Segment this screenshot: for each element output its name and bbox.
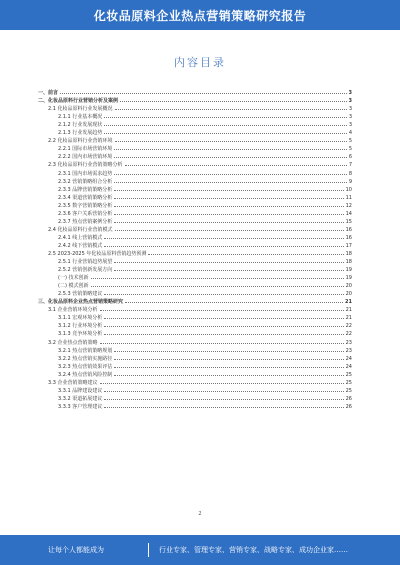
toc-entry-page: 17 (345, 242, 352, 249)
toc-entry-text: 3.2.4 热点营销风险控制 (58, 371, 113, 378)
toc-entry[interactable] (34, 329, 352, 337)
toc-entry[interactable] (34, 257, 352, 265)
toc-entry-page: 25 (345, 371, 352, 378)
toc-entry-text: 3.1 企业营销环境分析 (48, 307, 98, 314)
toc-entry[interactable] (34, 281, 352, 289)
toc-entry-text: 2.2.2 国内市场营销环境 (58, 154, 113, 161)
toc-entry-text: 二、化妆品原料行业营销分析及案例 (38, 98, 119, 105)
toc-entry[interactable] (34, 225, 352, 233)
toc-leader-dots (104, 399, 343, 400)
toc-leader-dots (100, 310, 344, 311)
toc-leader-dots (114, 262, 343, 263)
toc-entry-page: 7 (348, 162, 352, 169)
toc-entry[interactable] (34, 354, 352, 362)
toc-entry[interactable] (34, 321, 352, 329)
toc-entry-text: 2.2.1 国际市场营销环境 (58, 146, 113, 153)
toc-entry[interactable] (34, 193, 352, 201)
toc-leader-dots (114, 174, 347, 175)
toc-entry-page: 3 (348, 98, 352, 105)
toc-entry[interactable] (34, 370, 352, 378)
toc-entry[interactable] (34, 96, 352, 104)
toc-entry[interactable] (34, 386, 352, 394)
toc-leader-dots (104, 125, 347, 126)
toc-leader-dots (91, 286, 344, 287)
toc-entry[interactable] (34, 201, 352, 209)
toc-entry[interactable] (34, 136, 352, 144)
toc-entry[interactable] (34, 337, 352, 345)
toc-entry-page: 8 (348, 170, 352, 177)
toc-entry-page: 4 (348, 130, 352, 137)
toc-leader-dots (114, 206, 343, 207)
toc-leader-dots (104, 326, 343, 327)
toc-entry[interactable] (34, 217, 352, 225)
toc-entry-page: 24 (345, 363, 352, 370)
toc-leader-dots (100, 383, 344, 384)
toc-entry-page: 19 (345, 275, 352, 282)
toc-entry-text: (二) 模式创新 (58, 283, 89, 290)
toc-entry-text: 3.1.3 竞争环境分析 (58, 331, 103, 338)
toc-leader-dots (114, 214, 343, 215)
toc-entry[interactable] (34, 144, 352, 152)
toc-entry-page: 18 (345, 259, 352, 266)
toc-entry[interactable] (34, 249, 352, 257)
toc-entry-page: 23 (345, 339, 352, 346)
toc-leader-dots (104, 391, 343, 392)
toc-entry-page: 24 (345, 355, 352, 362)
toc-entry[interactable] (34, 313, 352, 321)
toc-leader-dots (104, 117, 347, 118)
toc-leader-dots (115, 230, 344, 231)
toc-entry-text: 2.1 化妆品原料行业发展概况 (48, 106, 113, 113)
toc-entry-text: 2.2 化妆品原料行业营销环境 (48, 138, 113, 145)
toc-entry-text: 2.3.6 客户关系营销分析 (58, 210, 113, 217)
toc-entry[interactable] (34, 209, 352, 217)
toc-entry[interactable] (34, 168, 352, 176)
toc-entry[interactable] (34, 88, 352, 96)
toc-leader-dots (125, 302, 343, 303)
toc-entry[interactable] (34, 177, 352, 185)
toc-entry-text: 2.5.2 营销创新发展方向 (58, 267, 113, 274)
toc-entry-text: 3.2.3 热点营销效果评估 (58, 363, 113, 370)
toc-entry-page: 5 (348, 146, 352, 153)
toc-entry[interactable] (34, 128, 352, 136)
toc-entry[interactable] (34, 233, 352, 241)
toc-entry-text: 3.3.3 客户管理建议 (58, 403, 103, 410)
toc-entry-page: 26 (345, 403, 352, 410)
toc-leader-dots (114, 367, 343, 368)
toc-leader-dots (114, 375, 343, 376)
table-of-contents (34, 88, 352, 410)
toc-entry[interactable] (34, 265, 352, 273)
toc-entry-text: 3.3.2 渠道拓展建议 (58, 395, 103, 402)
toc-leader-dots (104, 238, 343, 239)
report-footer (0, 535, 400, 565)
toc-entry-text: 2.4 化妆品原料行业营销模式 (48, 226, 113, 233)
toc-leader-dots (148, 254, 343, 255)
toc-heading: 内容目录 (174, 56, 226, 69)
toc-leader-dots (91, 278, 344, 279)
toc-entry[interactable] (34, 346, 352, 354)
toc-leader-dots (100, 343, 344, 344)
toc-entry[interactable] (34, 152, 352, 160)
toc-leader-dots (104, 334, 343, 335)
toc-entry-page: 18 (345, 250, 352, 257)
toc-entry-text: 2.3.7 热点营销案例分析 (58, 218, 113, 225)
toc-entry-page: 5 (348, 138, 352, 145)
toc-entry-text: (一) 技术创新 (58, 275, 89, 282)
toc-entry-page: 3 (348, 114, 352, 121)
toc-entry[interactable] (34, 402, 352, 410)
toc-entry-text: 2.5.1 行业营销趋势展望 (58, 259, 113, 266)
toc-entry-text: 2.1.3 行业发展趋势 (58, 130, 103, 137)
toc-entry-text: 2.3.5 数字营销策略分析 (58, 202, 113, 209)
toc-entry-text: 2.1.1 行业基本概况 (58, 114, 103, 121)
toc-entry-page: 10 (345, 186, 352, 193)
toc-leader-dots (114, 157, 347, 158)
toc-entry-text: 2.5.3 营销策略建议 (58, 291, 103, 298)
toc-entry-text: 2.5 2023-2025 年化妆品原料营销趋势预测 (48, 250, 147, 257)
toc-entry-text: 2.3.1 国内市场需求趋势 (58, 170, 113, 177)
toc-leader-dots (104, 407, 343, 408)
toc-entry-text: 2.4.2 线下营销模式 (58, 242, 103, 249)
toc-entry[interactable] (34, 289, 352, 297)
toc-leader-dots (104, 318, 343, 319)
toc-entry-text: 2.3.3 品牌营销策略分析 (58, 186, 113, 193)
toc-entry[interactable] (34, 104, 352, 112)
toc-entry-text: 2.1.2 行业发展现状 (58, 122, 103, 129)
toc-entry-page: 21 (345, 315, 352, 322)
toc-entry-page: 25 (345, 379, 352, 386)
toc-entry-page: 3 (348, 106, 352, 113)
toc-entry-page: 14 (345, 210, 352, 217)
toc-entry[interactable] (34, 305, 352, 313)
toc-entry-page: 21 (345, 307, 352, 314)
toc-entry-page: 20 (345, 291, 352, 298)
toc-entry[interactable] (34, 297, 352, 305)
toc-entry-page: 3 (348, 122, 352, 129)
toc-leader-dots (60, 93, 347, 94)
toc-leader-dots (114, 198, 343, 199)
toc-entry-page: 3 (348, 90, 352, 97)
toc-leader-dots (115, 141, 347, 142)
footer-divider (148, 543, 149, 557)
toc-entry-page: 9 (348, 178, 352, 185)
toc-leader-dots (114, 359, 343, 360)
toc-entry-page: 12 (345, 202, 352, 209)
footer-slogan: 让每个人都能成为 (48, 546, 104, 554)
toc-leader-dots (120, 101, 347, 102)
toc-entry-text: 3.2.1 热点营销策略规划 (58, 347, 113, 354)
toc-entry-page: 22 (345, 331, 352, 338)
toc-leader-dots (104, 246, 343, 247)
toc-entry-text: 一、前言 (38, 90, 59, 97)
report-title: 化妆品原料企业热点营销策略研究报告 (93, 8, 307, 23)
toc-entry-text: 3.1.2 行业环境分析 (58, 323, 103, 330)
toc-leader-dots (114, 190, 343, 191)
toc-entry-text: 3.1.1 宏观环境分析 (58, 315, 103, 322)
toc-leader-dots (115, 109, 347, 110)
toc-entry-page: 16 (345, 226, 352, 233)
toc-entry-text: 3.2.2 热点营销实施路径 (58, 355, 113, 362)
toc-entry-page: 25 (345, 387, 352, 394)
toc-entry-page: 23 (345, 347, 352, 354)
toc-entry-page: 6 (348, 154, 352, 161)
report-header (0, 0, 400, 30)
toc-entry-text: 2.3 化妆品原料行业营销策略分析 (48, 162, 123, 169)
toc-entry[interactable] (34, 120, 352, 128)
toc-entry-text: 2.3.2 营销策略组合分析 (58, 178, 113, 185)
toc-entry[interactable] (34, 273, 352, 281)
toc-entry[interactable] (34, 160, 352, 168)
toc-entry-text: 3.3.1 品牌建设建议 (58, 387, 103, 394)
toc-entry-page: 22 (345, 323, 352, 330)
toc-entry-page: 26 (345, 395, 352, 402)
toc-entry[interactable] (34, 112, 352, 120)
toc-leader-dots (114, 182, 347, 183)
toc-entry-page: 21 (345, 299, 352, 306)
toc-leader-dots (114, 149, 347, 150)
toc-entry[interactable] (34, 378, 352, 386)
toc-entry-text: 3.2 企业热点营销策略 (48, 339, 98, 346)
toc-entry-text: 3.3 企业营销策略建议 (48, 379, 98, 386)
toc-entry-text: 2.3.4 渠道营销策略分析 (58, 194, 113, 201)
toc-leader-dots (125, 165, 347, 166)
toc-entry-page: 19 (345, 267, 352, 274)
toc-entry-page: 16 (345, 234, 352, 241)
toc-leader-dots (114, 222, 343, 223)
toc-entry[interactable] (34, 241, 352, 249)
toc-leader-dots (104, 133, 347, 134)
toc-entry[interactable] (34, 394, 352, 402)
toc-entry-page: 11 (345, 194, 352, 201)
toc-entry[interactable] (34, 185, 352, 193)
toc-entry-text: 2.4.1 线上营销模式 (58, 234, 103, 241)
toc-entry[interactable] (34, 362, 352, 370)
toc-entry-page: 15 (345, 218, 352, 225)
toc-leader-dots (104, 294, 343, 295)
toc-leader-dots (114, 270, 343, 271)
page-number: 2 (198, 511, 202, 517)
toc-entry-page: 20 (345, 283, 352, 290)
toc-entry-text: 三、化妆品原料企业热点营销策略研究 (38, 299, 124, 306)
footer-tagline: 行业专家、管理专家、营销专家、战略专家、成功企业家…… (159, 546, 348, 554)
toc-leader-dots (114, 351, 343, 352)
